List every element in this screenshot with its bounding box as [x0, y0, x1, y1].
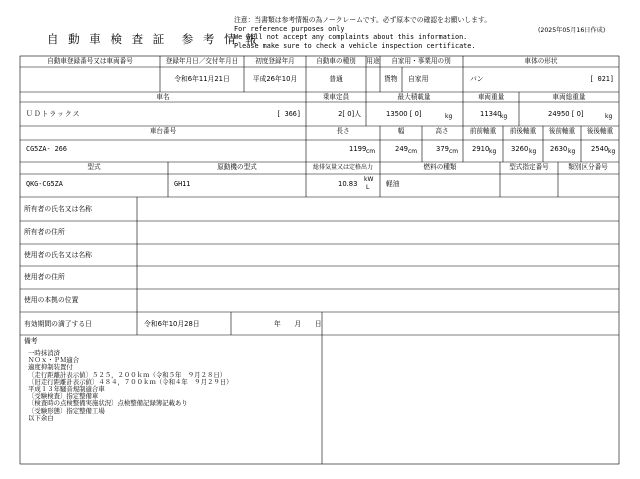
height-unit: cm	[449, 148, 459, 155]
ff-axle-unit: kg	[489, 148, 497, 155]
label-body-shape: 車体の形状	[524, 57, 558, 65]
maker-value: ＵＤトラックス	[26, 110, 81, 118]
label-remarks: 備考	[24, 337, 38, 345]
label-fuel: 燃料の種類	[423, 163, 457, 171]
rr-axle-unit: kg	[608, 148, 616, 155]
engine-value: GH11	[174, 180, 191, 188]
notice-line-jp: 注意：当書類は参考情報の為ノークレームです。必ず原本での確認をお願いします。	[234, 16, 491, 24]
maker-code: [ 366]	[276, 110, 301, 118]
notice-block	[234, 16, 491, 50]
displacement-value: 10.83	[338, 180, 358, 188]
label-owner-address: 所有者の住所	[24, 228, 65, 236]
vehicle-weight-unit: kg	[500, 113, 508, 120]
label-category-number: 類別区分番号	[568, 163, 608, 171]
label-private-business: 自家用・事業用の別	[391, 57, 451, 65]
private-business-value: 自家用	[408, 75, 429, 83]
rf-axle-value: 2630	[550, 145, 568, 153]
unit-l: L	[366, 184, 370, 191]
label-expiry: 有効期間の満了する日	[24, 320, 92, 328]
label-maker: 車名	[156, 93, 170, 101]
remarks-text: 一時抹消済 ＮＯｘ・ＰＭ適合 適度抑制装置付 〔走行距離計表示値〕５２５，２００ｋｍ（令和５年 ９月２８日） 〔旧走行距離計表示値〕４８４，７００ｋｍ（令和４年 ９月２９日） 平成１３年騒音規制適合車 〔受験検査〕指定整備車 〔検査時の点検整備実施状況〕点検整備記録簿記載あり 〔受験形態〕指定整備工場 以下余白	[28, 349, 233, 422]
label-rr-axle: 後後軸重	[586, 127, 614, 135]
rr-axle-value: 2540	[591, 145, 609, 153]
ff-axle-value: 2910	[472, 145, 490, 153]
notice-line-2: We will not accept any complaints about this information.	[234, 33, 468, 41]
label-capacity: 乗車定員	[322, 93, 350, 101]
label-base-location: 使用の本拠の位置	[24, 296, 79, 304]
rf-axle-unit: kg	[568, 148, 576, 155]
label-registration-date: 登録年月日／交付年月日	[165, 57, 239, 65]
expiry-ymd-blank: 年 月 日	[274, 320, 322, 328]
label-chassis: 車台番号	[149, 127, 177, 135]
width-value: 249	[395, 145, 408, 153]
created-date: (2025年05月16日作成)	[538, 27, 606, 34]
gross-weight-unit: kg	[605, 113, 613, 120]
label-engine: 原動機の型式	[217, 163, 257, 171]
document-title: 自 動 車 検 査 証 参 考 情 報	[47, 32, 260, 46]
label-user-name: 使用者の氏名又は名称	[24, 251, 92, 259]
registration-date-value: 令和6年11月21日	[174, 75, 230, 83]
label-first-registration: 初度登録年月	[255, 57, 295, 65]
length-value: 1199	[349, 145, 367, 153]
label-owner-name: 所有者の氏名又は名称	[24, 205, 92, 213]
fr-axle-value: 3260	[511, 145, 529, 153]
label-width: 幅	[397, 127, 405, 135]
notice-line-3: Please make sure to check a vehicle inspection certificate.	[234, 41, 476, 50]
label-length: 長さ	[336, 127, 350, 135]
label-height: 高さ	[435, 127, 449, 135]
label-vehicle-type: 自動車の種別	[316, 57, 356, 65]
label-max-load: 最大積載量	[397, 93, 431, 101]
body-shape-value: バン	[470, 75, 484, 83]
label-model: 型式	[87, 163, 101, 171]
vehicle-type-value: 普通	[329, 75, 343, 83]
label-usage: 用途	[366, 57, 380, 65]
max-load-value: 13500 [ 0]	[386, 110, 422, 118]
length-unit: cm	[366, 148, 376, 155]
label-rf-axle: 後前軸重	[548, 127, 576, 135]
label-gross-weight: 車両総重量	[552, 93, 586, 101]
label-displacement: 総排気量又は定格出力	[312, 164, 374, 171]
label-user-address: 使用者の住所	[24, 273, 65, 281]
model-value: QKG-CG5ZA	[26, 180, 63, 188]
label-type-designation: 型式指定番号	[509, 163, 549, 171]
label-ff-axle: 前前軸重	[469, 127, 497, 135]
fuel-value: 軽油	[386, 180, 400, 188]
unit-kw: kW	[364, 176, 374, 183]
max-load-unit: kg	[445, 113, 453, 120]
usage-value: 貨物	[384, 75, 398, 83]
first-registration-value: 平成26年10月	[252, 75, 298, 83]
gross-weight-value: 24950 [ 0]	[548, 110, 584, 118]
expiry-date-value: 令和6年10月28日	[144, 320, 200, 328]
label-registration-number: 自動車登録番号又は車両番号	[47, 57, 133, 65]
height-value: 379	[436, 145, 449, 153]
width-unit: cm	[408, 148, 418, 155]
vehicle-weight-value: 11340	[480, 110, 502, 118]
fr-axle-unit: kg	[529, 148, 537, 155]
body-shape-code: [ 021]	[589, 75, 614, 83]
label-vehicle-weight: 車両重量	[477, 93, 505, 101]
label-fr-axle: 前後軸重	[509, 127, 537, 135]
capacity-value: 2[ 0]人	[338, 110, 361, 118]
chassis-value: CG5ZA- 266	[26, 145, 67, 153]
notice-line-1: For reference purposes only	[234, 24, 345, 33]
